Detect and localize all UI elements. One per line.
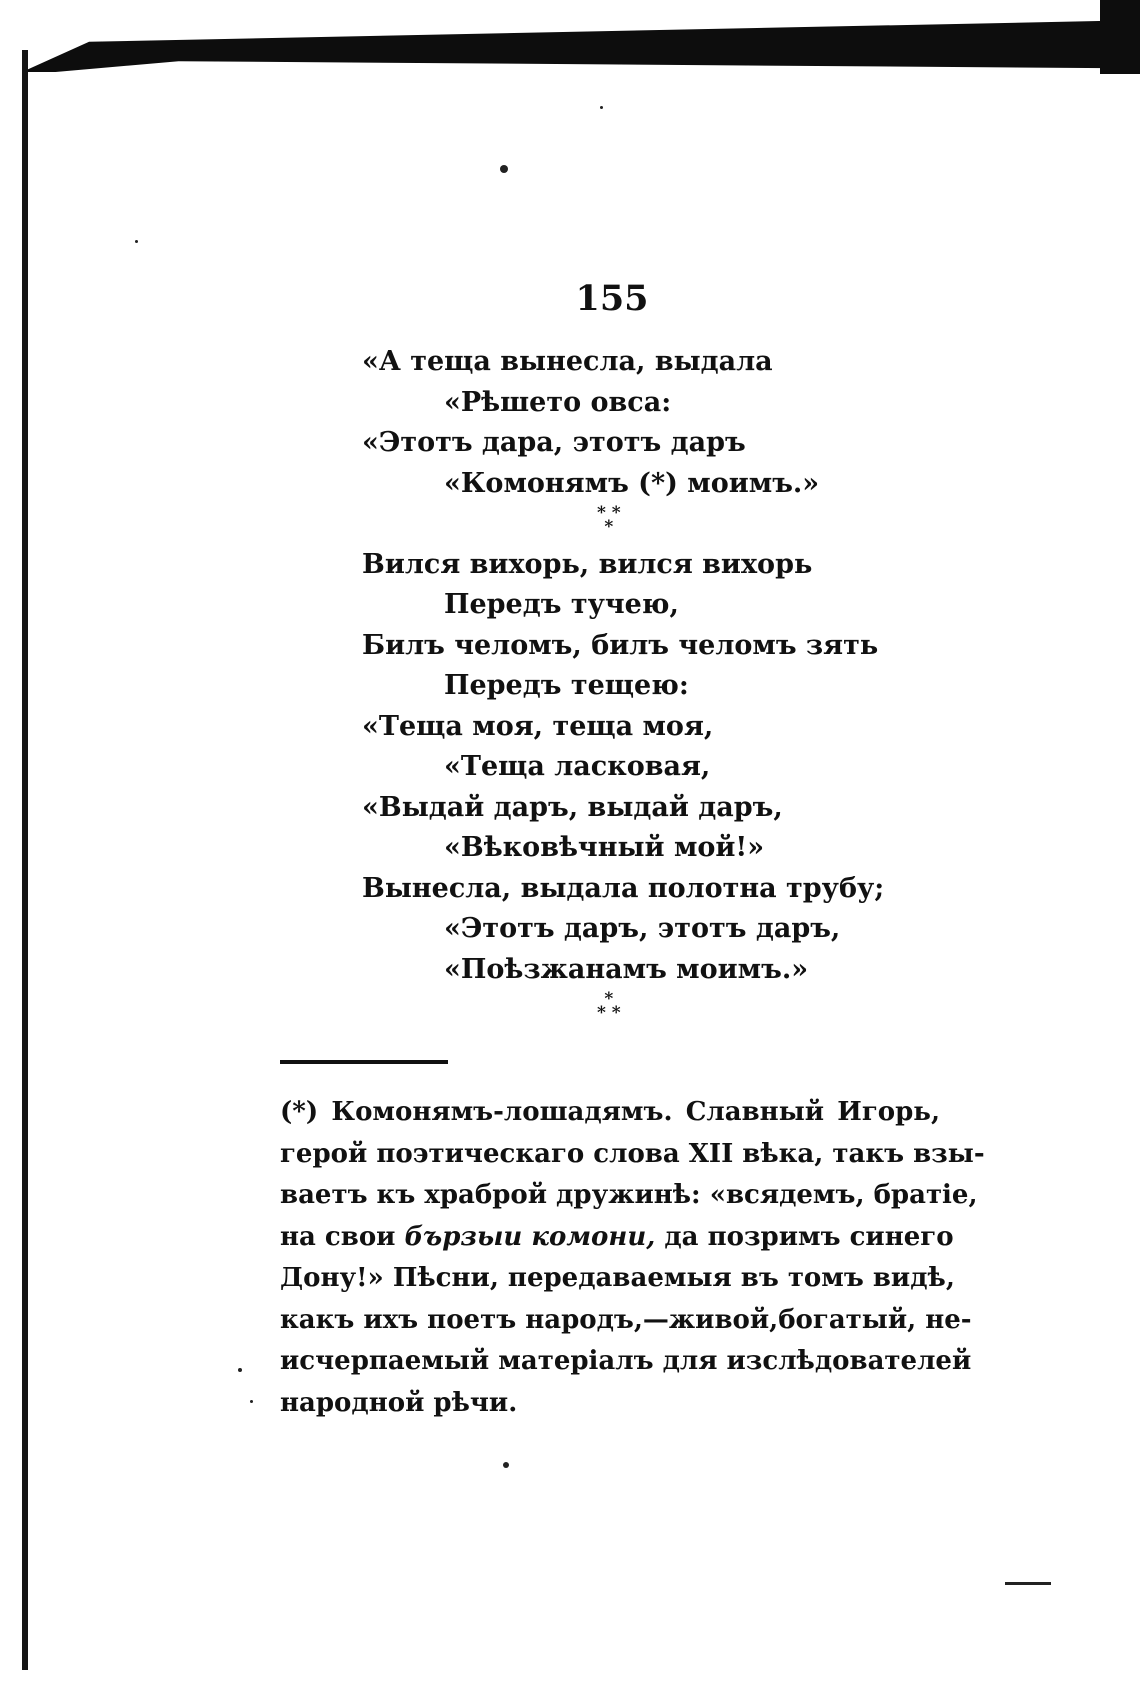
poem-line: Вился вихорь, вился вихорь [362, 548, 813, 580]
poem-line: «Комонямъ (*) моимъ.» [444, 467, 820, 499]
footnote-rule [280, 1060, 448, 1064]
footnote-text: на свои [280, 1221, 405, 1252]
poem-line: Вынесла, выдала полотна трубу; [362, 872, 885, 904]
poem-line: «Теща ласковая, [444, 751, 711, 782]
footnote-line: какъ ихъ поетъ народъ,—живой,богатый, не- [280, 1304, 972, 1335]
ink-speck [500, 165, 508, 173]
poem-line: «Поѣзжанамъ моимъ.» [444, 953, 809, 985]
ink-speck [250, 1400, 253, 1403]
footnote-line: герой поэтическаго слова XII вѣка, такъ взы- [280, 1138, 985, 1169]
asterism-text: * * * [597, 989, 621, 1023]
ink-speck [503, 1462, 509, 1468]
page-number: 155 [575, 278, 649, 319]
asterism-divider [362, 504, 884, 545]
footnote-line: исчерпаемый матеріалъ для изслѣдователей [280, 1346, 972, 1376]
poem-line: «А теща вынесла, выдала [362, 346, 773, 377]
ink-speck [600, 106, 603, 109]
footnote-line [280, 1217, 954, 1259]
asterism-text: * * * [597, 503, 621, 537]
footnote-line: Дону!» Пѣсни, передаваемыя въ томъ видѣ, [280, 1263, 955, 1293]
ink-speck [238, 1368, 242, 1372]
ink-mark [1005, 1582, 1051, 1585]
footnote-line: ваетъ къ храброй дружинѣ: «всядемъ, братіе, [280, 1180, 978, 1210]
footnote [280, 1092, 985, 1424]
poem-line: Передъ тещею: [444, 670, 689, 701]
ink-speck [135, 240, 138, 243]
page-corner-shadow [1100, 0, 1140, 74]
footnote-quote-italic: бързыи комони, [404, 1221, 656, 1252]
poem-line: «Рѣшето овса: [444, 386, 672, 418]
poem-line: «Теща моя, теща моя, [362, 710, 714, 742]
asterism-divider [362, 990, 884, 1031]
poem-line: «Выдай даръ, выдай даръ, [362, 791, 783, 823]
poem-line: Билъ челомъ, билъ челомъ зять [362, 629, 879, 661]
footnote-line: народной рѣчи. [280, 1387, 518, 1418]
poem-line: «Этотъ даръ, этотъ даръ, [444, 913, 841, 944]
footnote-line: (*) Комонямъ-лошадямъ. Славный Игорь, [280, 1097, 940, 1127]
poem [362, 342, 884, 1031]
poem-line: «Вѣковѣчный мой!» [444, 832, 765, 863]
poem-line: Передъ тучею, [444, 589, 679, 620]
footnote-text: да позримъ синего [655, 1221, 954, 1252]
page-edge-shadow [22, 0, 1140, 72]
poem-line: «Этотъ дара, этотъ даръ [362, 427, 746, 458]
